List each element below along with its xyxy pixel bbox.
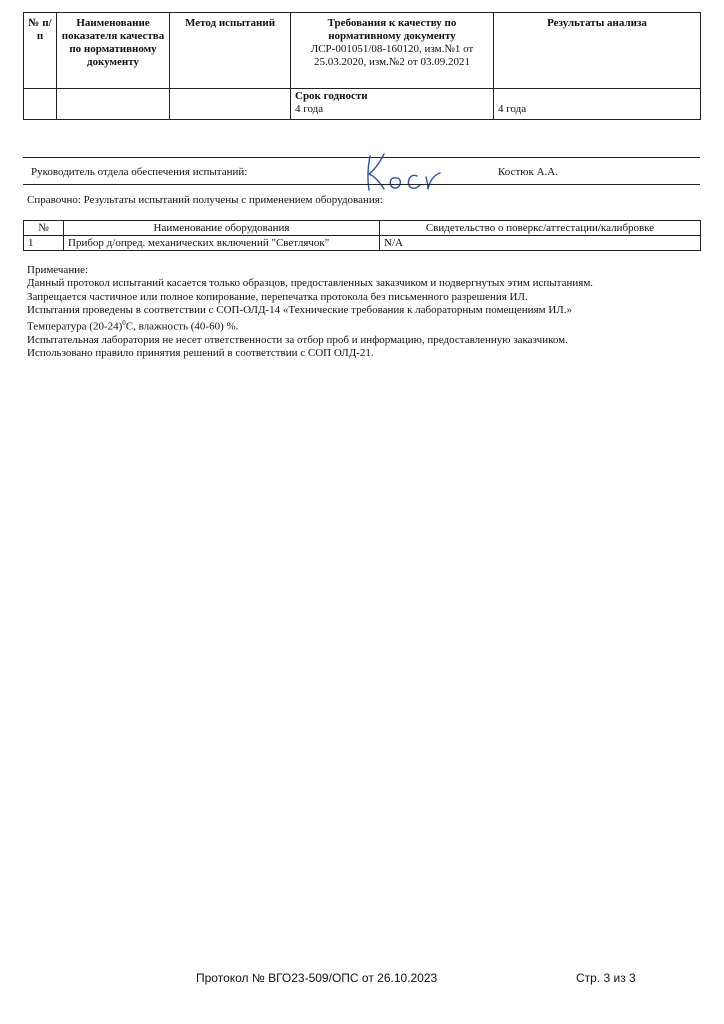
note-conditions-degree: 0	[122, 319, 126, 328]
header-requirements-title: Требования к качеству по нормативному документу	[327, 17, 457, 42]
row-method-cell	[170, 89, 291, 120]
header-requirements	[291, 13, 494, 89]
note-line-conditions	[27, 317, 593, 334]
equipment-certificate-cell: N/A	[380, 236, 701, 251]
row-name-cell	[57, 89, 170, 120]
notes-block	[27, 264, 593, 361]
results-table-header-row	[24, 13, 701, 89]
handwritten-signature	[362, 146, 446, 192]
requirement-title: Срок годности	[295, 90, 368, 102]
signature-divider	[23, 184, 700, 185]
equipment-table	[23, 220, 701, 251]
row-result-cell	[494, 89, 701, 120]
equipment-num-cell: 1	[24, 236, 64, 251]
note-line: Использовано правило принятия решений в соответствии с СОП ОЛД-21.	[27, 347, 374, 360]
header-results: Результаты анализа	[494, 13, 701, 89]
footer-page-number: Стр. 3 из 3	[576, 971, 636, 985]
note-conditions-prefix: Температура (20-24)	[27, 320, 123, 333]
result-value: 4 года	[498, 103, 527, 115]
row-num-cell	[24, 89, 57, 120]
header-num: № п/п	[24, 13, 57, 89]
results-table	[23, 12, 701, 120]
equipment-header-num: №	[24, 221, 64, 236]
signatory-name: Костюк А.А.	[498, 166, 558, 178]
note-line: Испытательная лаборатория не несет ответственности за отбор проб и информацию, предоставленную заказчиком.	[27, 334, 568, 347]
notes-title: Примечание:	[27, 264, 89, 276]
note-line: Испытания проведены в соответствии с СОП-ОЛД-14 «Технические требования к лабораторным помещениям ИЛ.»	[27, 303, 572, 316]
header-test-method: Метод испытаний	[170, 13, 291, 89]
note-line: Данный протокол испытаний касается только образцов, предоставленных заказчиком и подвергнутых этим испытаниям.	[27, 277, 594, 290]
equipment-intro: Справочно: Результаты испытаний получены с применением оборудования:	[27, 194, 383, 206]
note-line: Запрещается частичное или полное копирование, перепечатка протокола без письменного разрешения ИЛ.	[27, 290, 528, 303]
equipment-header-row	[24, 221, 701, 236]
footer-protocol-number: Протокол № ВГО23-509/ОПС от 26.10.2023	[196, 971, 438, 985]
equipment-name-cell: Прибор д/опред. механических включений "Светлячок"	[64, 236, 380, 251]
header-indicator-name: Наименование показателя качества по нормативному документу	[57, 13, 170, 89]
equipment-header-name: Наименование оборудования	[64, 221, 380, 236]
row-requirement-cell	[291, 89, 494, 120]
header-requirements-ref: ЛСР-001051/08-160120, изм.№1 от 25.03.2020, изм.№2 от 03.09.2021	[310, 43, 474, 68]
table-row	[24, 89, 701, 120]
table-row	[24, 236, 701, 251]
signatory-role: Руководитель отдела обеспечения испытаний:	[31, 166, 248, 178]
requirement-value: 4 года	[295, 103, 324, 115]
note-conditions-suffix: С, влажность (40-60) %.	[125, 320, 239, 333]
equipment-header-certificate: Свидетельство о поверкс/аттестации/калибровке	[380, 221, 701, 236]
